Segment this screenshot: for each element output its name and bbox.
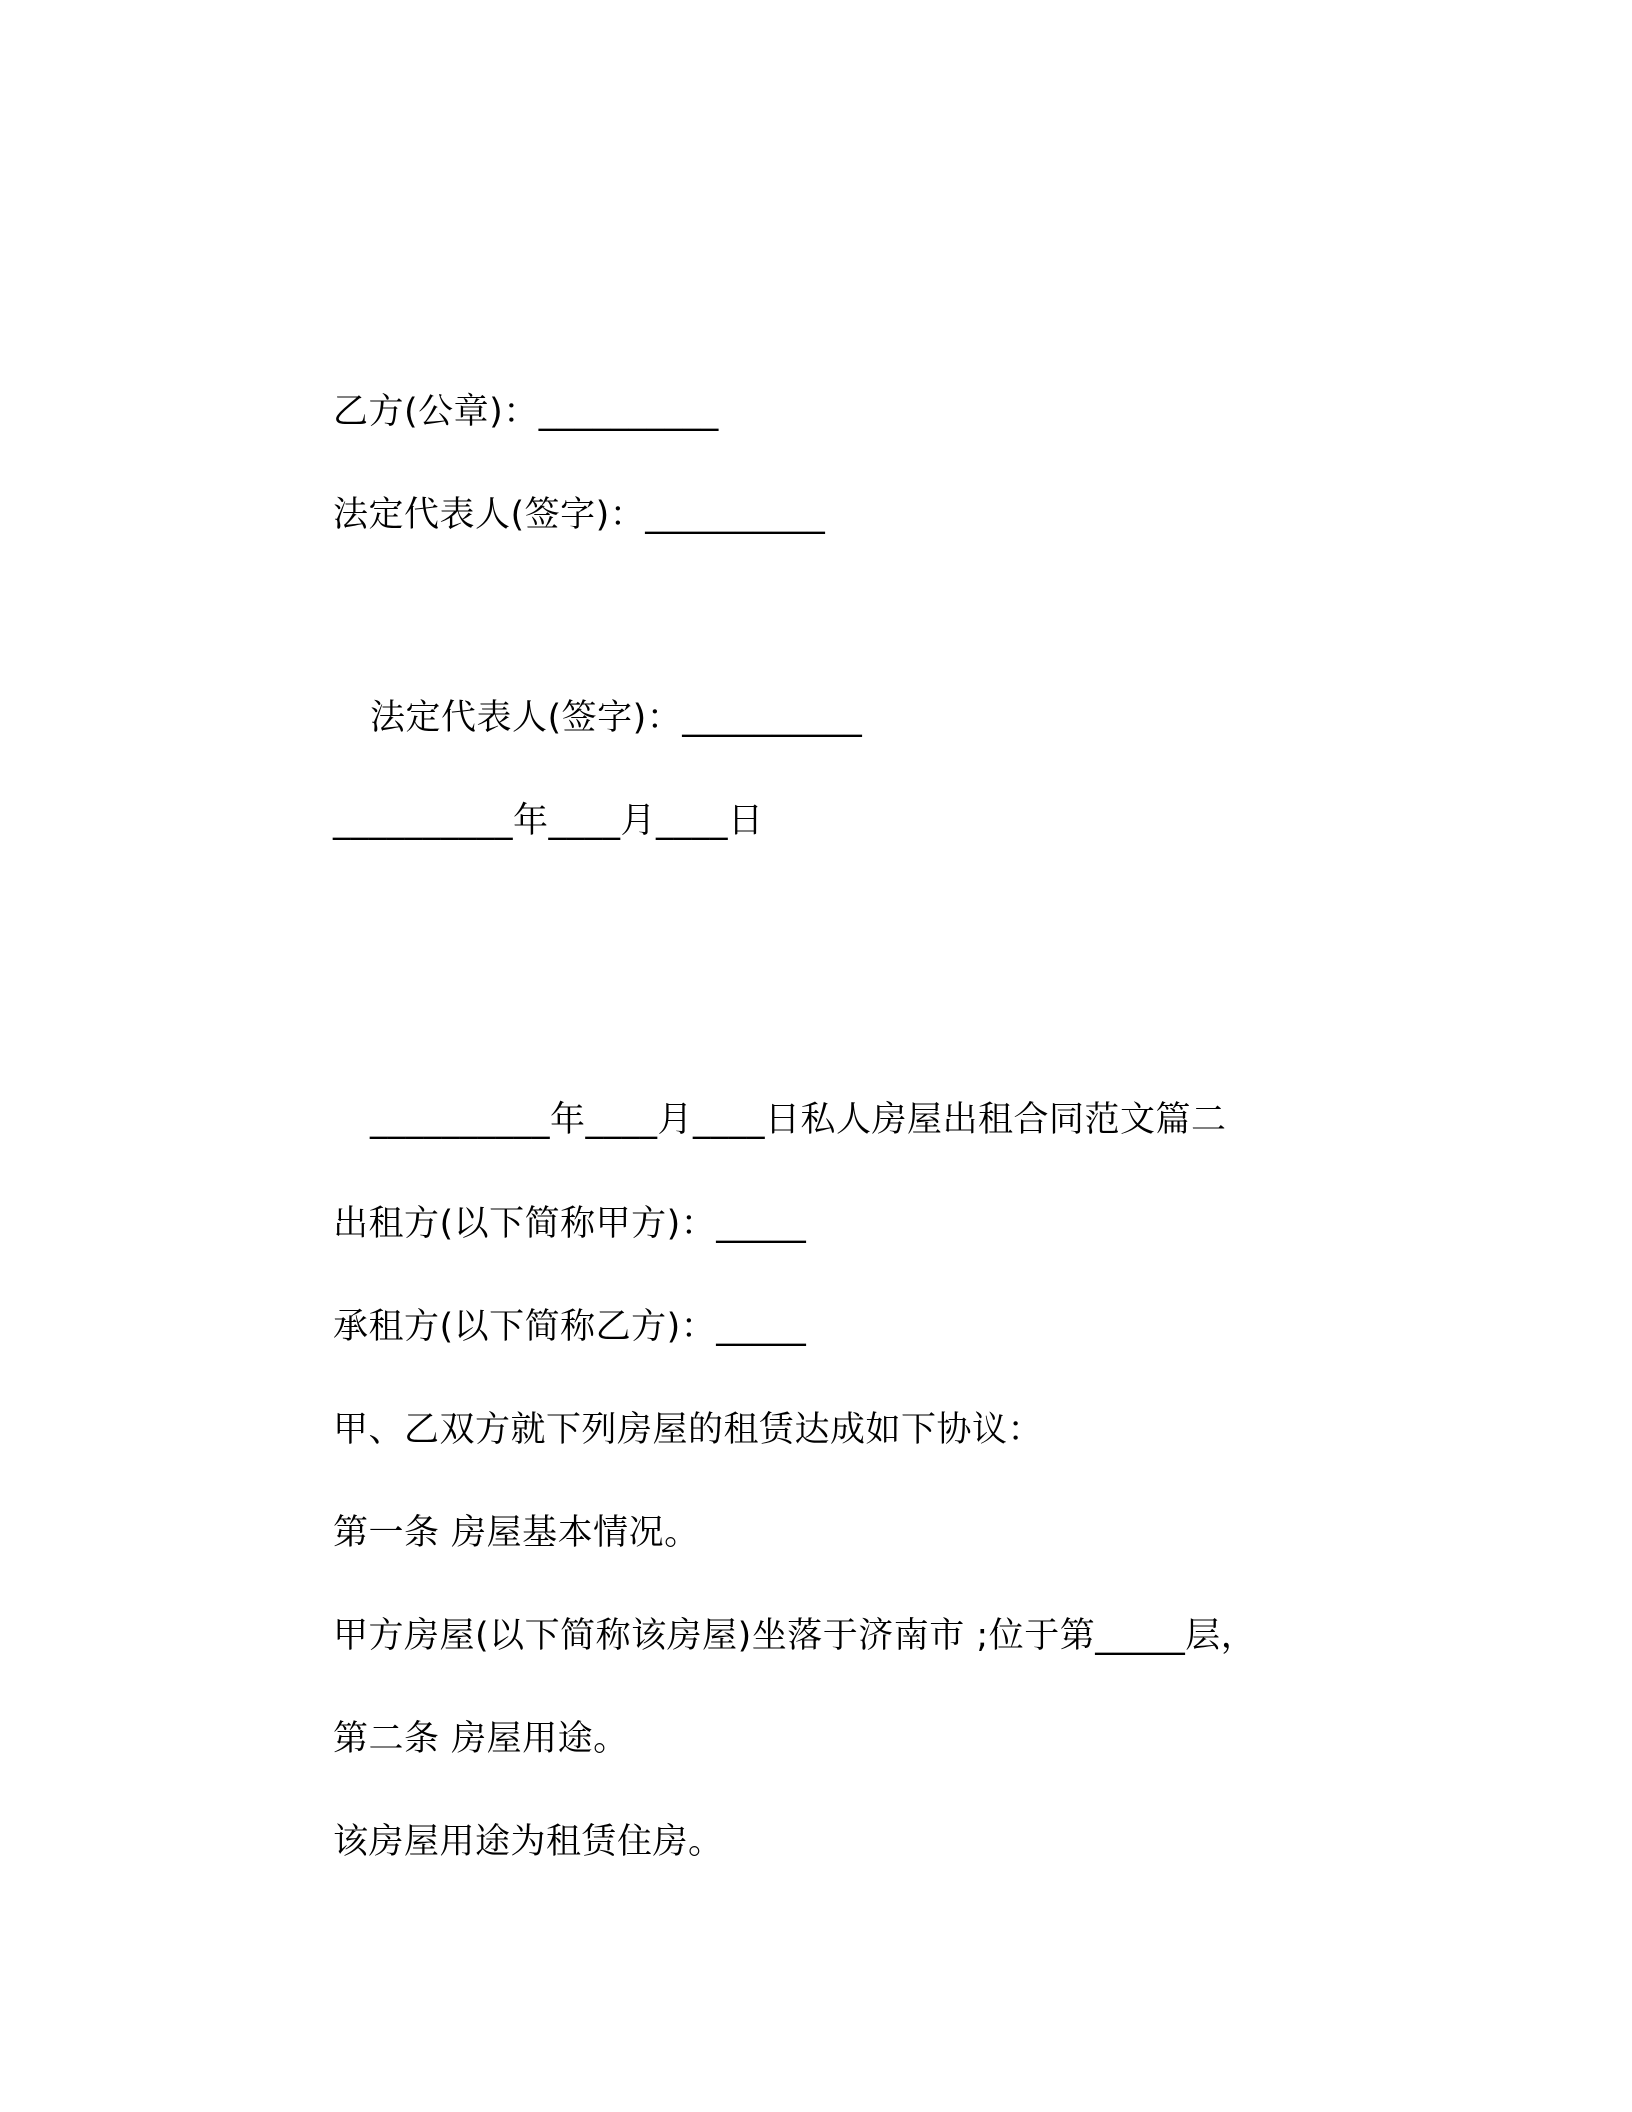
article-one-heading: 第一条 房屋基本情况。 xyxy=(333,1513,700,1553)
house-purpose-line: 该房屋用途为租赁住房。 xyxy=(333,1822,724,1862)
lessor-line: 出租方(以下简称甲方)：_____ xyxy=(333,1204,807,1244)
article-two-heading: 第二条 房屋用途。 xyxy=(333,1719,629,1759)
agreement-intro-line: 甲、乙双方就下列房屋的租赁达成如下协议： xyxy=(333,1410,1044,1450)
lessee-line: 承租方(以下简称乙方)：_____ xyxy=(333,1307,807,1347)
legal-representative-signature-line: 法定代表人(签字)：__________ xyxy=(333,495,826,535)
house-location-line: 甲方房屋(以下简称该房屋)坐落于济南市 ;位于第_____层， xyxy=(333,1616,1257,1656)
section-title-line: __________年____月____日私人房屋出租合同范文篇二 xyxy=(370,1100,1227,1140)
party-b-seal-line: 乙方(公章)：__________ xyxy=(333,392,719,432)
date-line: __________年____月____日 xyxy=(333,801,764,841)
legal-representative-signature-line-2: 法定代表人(签字)：__________ xyxy=(370,698,863,738)
